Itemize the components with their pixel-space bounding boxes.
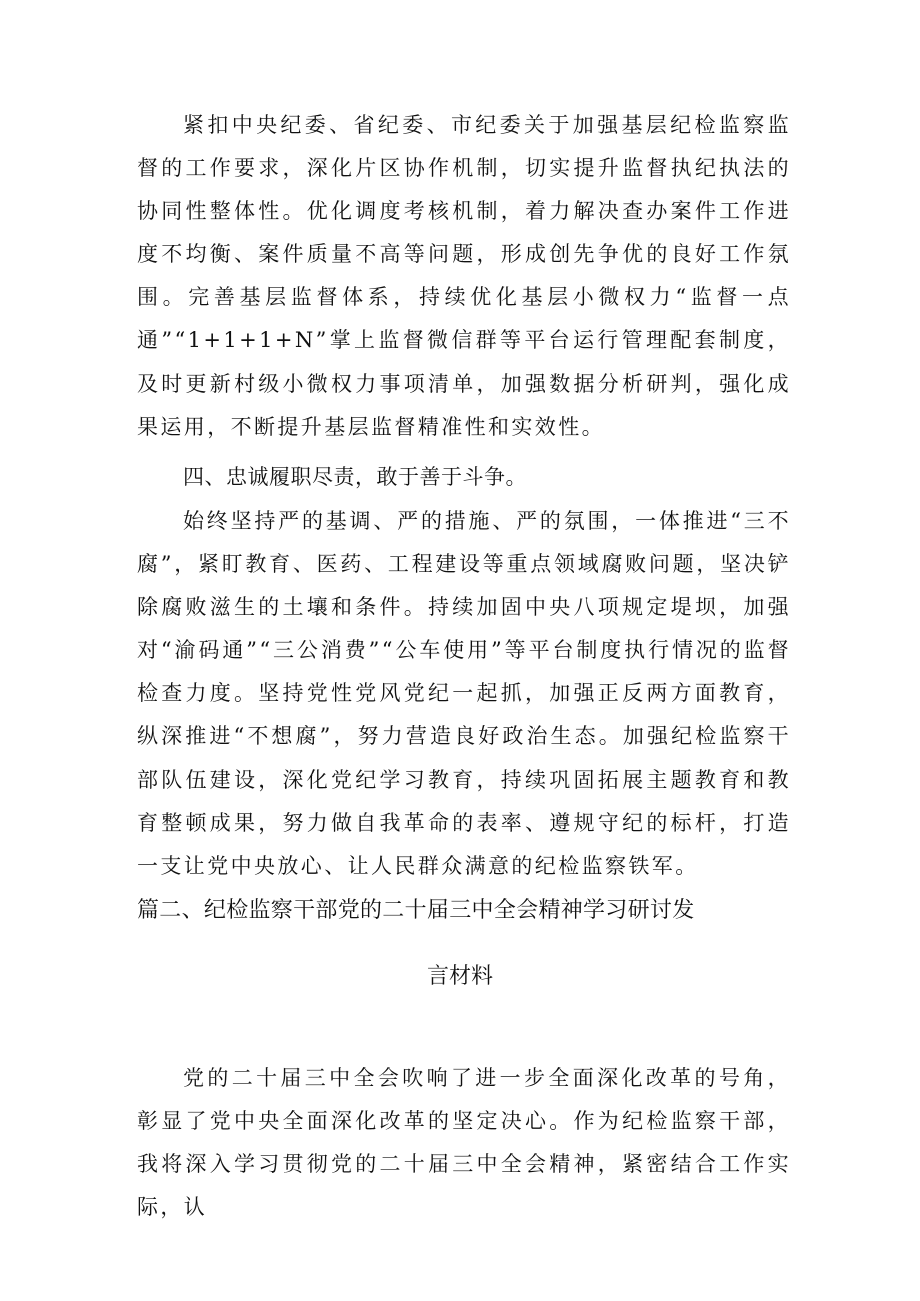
article-title-line-1: 篇二、纪检监察干部党的二十届三中全会精神学习研讨发	[137, 898, 695, 923]
body-paragraph-grassroots-supervision: 紧扣中央纪委、省纪委、市纪委关于加强基层纪检监察监督的工作要求，深化片区协作机制，切实提升监督执纪执法的协同性整体性。优化调度考核机制，着力解决查办案件工作进度不均衡、案件质量不高等问题，形成创先争优的良好工作氛围。完善基层监督体系，持续优化基层小微权力“监督一点通”“1+1+1+N”掌上监督微信群等平台运行管理配套制度，及时更新村级小微权力事项清单，加强数据分析研判，强化成果运用，不断提升基层监督精准性和实效性。	[137, 113, 791, 439]
body-paragraph-plenary-session: 党的二十届三中全会吹响了进一步全面深化改革的号角，彰显了党中央全面深化改革的坚定决心。作为纪检监察干部，我将深入学习贯彻党的二十届三中全会精神，紧密结合工作实际，认	[137, 1066, 791, 1220]
section-heading-four: 四、忠诚履职尽责，敢于善于斗争。	[183, 465, 527, 489]
body-paragraph-strict-discipline: 始终坚持严的基调、严的措施、严的氛围，一体推进“三不腐”，紧盯教育、医药、工程建设等重点领域腐败问题，坚决铲除腐败滋生的土壤和条件。持续加固中央八项规定堤坝，加强对“渝码通”“三公消费”“公车使用”等平台制度执行情况的监督检查力度。坚持党性党风党纪一起抓，加强正反两方面教育，纵深推进“不想腐”，努力营造良好政治生态。加强纪检监察干部队伍建设，深化党纪学习教育，持续巩固拓展主题教育和教育整顿成果，努力做自我革命的表率、遵规守纪的标杆，打造一支让党中央放心、让人民群众满意的纪检监察铁军。	[137, 509, 791, 878]
article-title-line-2: 言材料	[426, 964, 493, 989]
